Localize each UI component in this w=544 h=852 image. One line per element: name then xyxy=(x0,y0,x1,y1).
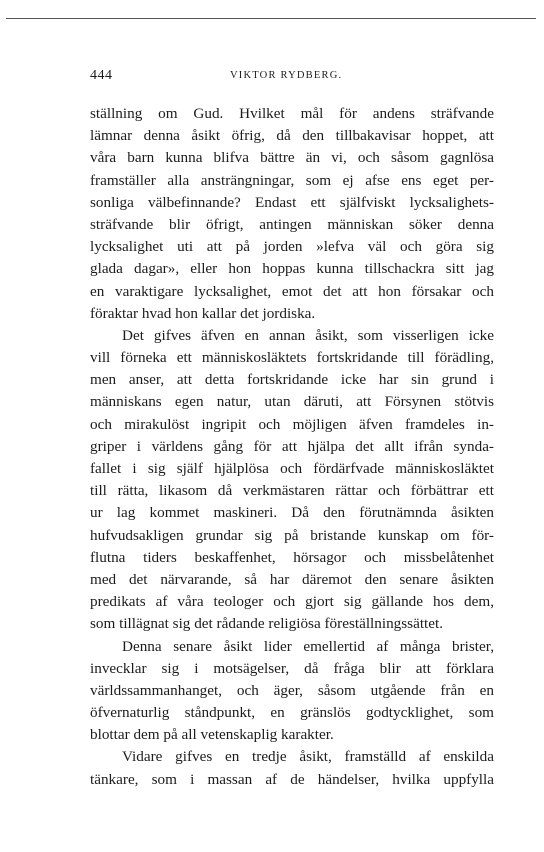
text-line: med det närvarande, så har däremot den senare åsikten xyxy=(90,570,494,588)
paragraph-end-line: blottar dem på all vetenskaplig karakter. xyxy=(90,726,334,744)
paragraph-start-line: Denna senare åsikt lider emellertid af många brister, xyxy=(122,637,494,655)
text-line: öfvernaturlig ståndpunkt, en gränslös godtycklighet, som xyxy=(90,704,494,722)
body-text xyxy=(90,103,494,791)
text-line: ur lag kommet maskineri. Då den förutnämnda åsikten xyxy=(90,504,494,522)
text-line: en varaktigare lycksalighet, emot det att hon försakar och xyxy=(90,282,494,300)
text-line: och mirakulöst ingripit och möjligen äfven framdeles in- xyxy=(90,415,494,433)
paragraph-end-line: som tillägnat sig det rådande religiösa föreställningssättet. xyxy=(90,615,444,633)
paragraph-end-line: föraktar hvad hon kallar det jordiska. xyxy=(90,304,316,322)
top-rule xyxy=(6,18,536,19)
text-line: lycksalighet uti att på jorden »lefva väl och göra sig xyxy=(90,238,494,256)
text-line: hufvudsakligen grundar sig på bristande kunskap om för- xyxy=(90,526,494,544)
paragraph-start-line: Det gifves äfven en annan åsikt, som visserligen icke xyxy=(122,326,494,344)
text-line: griper i världens gång för att hjälpa det allt ifrån synda- xyxy=(90,437,494,455)
text-line: våra barn kunna blifva bättre än vi, och såsom gagnlösa xyxy=(90,149,494,167)
text-line: sonliga välbefinnande? Endast ett själfviskt lycksalighets- xyxy=(90,193,494,211)
text-line: till rätta, likasom då verkmästaren rättar och förbättrar ett xyxy=(90,482,494,500)
page-number: 444 xyxy=(90,68,113,83)
text-line: ställning om Gud. Hvilket mål för andens sträfvande xyxy=(90,105,494,122)
text-line: predikats af våra teologer och gjort sig gällande hos dem, xyxy=(90,593,494,611)
text-line: fallet i sig själf hjälplösa och fördärfvade människosläktet xyxy=(90,460,494,477)
text-line: vill förneka ett människosläktets fortskridande till förädling, xyxy=(90,349,494,367)
text-line: tänkare, som i massan af de händelser, hvilka uppfylla xyxy=(90,770,494,788)
text-line: världssammanhanget, och äger, såsom utgående från en xyxy=(90,681,494,699)
text-line: framställer alla ansträngningar, som ej afse ens eget per- xyxy=(90,171,494,189)
text-line: flutna tiders beskaffenhet, hörsagor och missbelåtenhet xyxy=(90,548,494,566)
page-header xyxy=(90,68,500,88)
paragraph-start-line: Vidare gifves en tredje åsikt, framställd af enskilda xyxy=(122,748,494,766)
text-line: lämnar denna åsikt öfrig, då den tillbakavisar hoppet, att xyxy=(90,127,494,145)
text-line: glada dagar», eller hon hoppas kunna tillschackra sitt jag xyxy=(90,260,494,278)
text-line: invecklar sig i motsägelser, då fråga blir att förklara xyxy=(90,659,494,677)
running-head: VIKTOR RYDBERG. xyxy=(230,70,343,81)
text-line: men anser, att detta fortskridande icke har sin grund i xyxy=(90,371,494,389)
text-line: människans egen natur, utan däruti, att Försynen stötvis xyxy=(90,393,494,411)
text-line: sträfvande blir öfrigt, antingen människan söker denna xyxy=(90,215,494,233)
